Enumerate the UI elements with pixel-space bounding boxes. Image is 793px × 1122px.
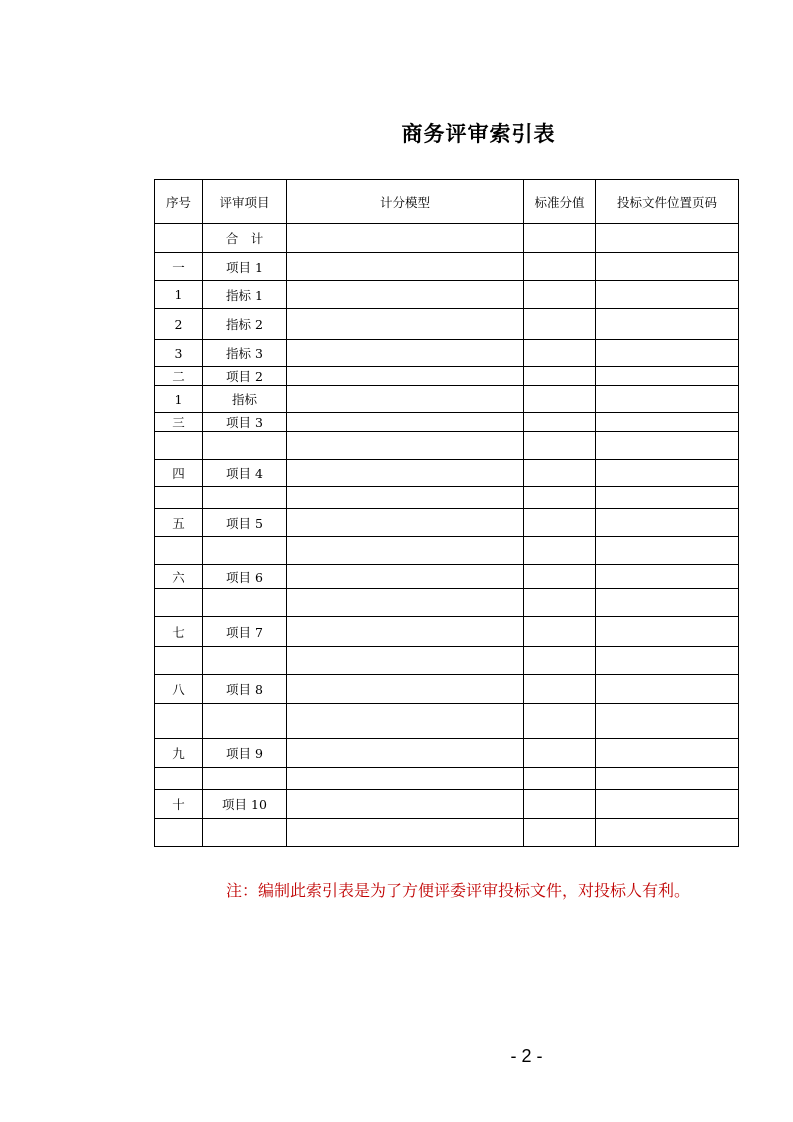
table-row: [155, 413, 739, 432]
cell-item: [203, 768, 287, 790]
cell-page: [596, 432, 739, 460]
cell-no: 2: [155, 309, 203, 340]
cell-no: 三: [155, 413, 203, 432]
cell-score: [524, 537, 596, 565]
cell-model: [287, 224, 524, 253]
header-item: 评审项目: [203, 180, 287, 224]
cell-score: [524, 617, 596, 647]
table-header-row: [155, 180, 739, 224]
cell-item: [203, 537, 287, 565]
cell-score: [524, 432, 596, 460]
cell-no: [155, 224, 203, 253]
table-row: [155, 386, 739, 413]
cell-page: [596, 340, 739, 367]
cell-page: [596, 460, 739, 487]
cell-no: 二: [155, 367, 203, 386]
cell-no: 八: [155, 675, 203, 704]
cell-page: [596, 309, 739, 340]
table-row: [155, 589, 739, 617]
cell-no: [155, 537, 203, 565]
cell-item: 项目 10: [203, 790, 287, 819]
table-row: [155, 509, 739, 537]
header-no: 序号: [155, 180, 203, 224]
cell-score: [524, 386, 596, 413]
cell-model: [287, 460, 524, 487]
cell-item: 项目 9: [203, 739, 287, 768]
cell-no: 十: [155, 790, 203, 819]
page-title: 商务评审索引表: [401, 122, 556, 146]
cell-score: [524, 819, 596, 847]
cell-item: [203, 487, 287, 509]
table-row: [155, 790, 739, 819]
cell-item: 指标: [203, 386, 287, 413]
table-body: [155, 224, 739, 847]
cell-item: [203, 589, 287, 617]
cell-item: 指标 1: [203, 281, 287, 309]
table-row: [155, 739, 739, 768]
cell-page: [596, 647, 739, 675]
cell-model: [287, 253, 524, 281]
cell-score: [524, 281, 596, 309]
cell-page: [596, 675, 739, 704]
cell-item: 项目 5: [203, 509, 287, 537]
cell-item: 合 计: [203, 224, 287, 253]
cell-item: 指标 2: [203, 309, 287, 340]
cell-no: [155, 819, 203, 847]
cell-item: [203, 704, 287, 739]
cell-score: [524, 224, 596, 253]
cell-score: [524, 739, 596, 768]
cell-item: 项目 2: [203, 367, 287, 386]
cell-no: 七: [155, 617, 203, 647]
cell-model: [287, 432, 524, 460]
cell-no: 1: [155, 386, 203, 413]
table-row: [155, 675, 739, 704]
cell-page: [596, 386, 739, 413]
cell-page: [596, 509, 739, 537]
cell-model: [287, 565, 524, 589]
header-score: 标准分值: [524, 180, 596, 224]
table-row: [155, 309, 739, 340]
cell-no: 四: [155, 460, 203, 487]
cell-page: [596, 617, 739, 647]
table-row: [155, 704, 739, 739]
cell-item: 指标 3: [203, 340, 287, 367]
cell-page: [596, 790, 739, 819]
cell-model: [287, 819, 524, 847]
table-row: [155, 224, 739, 253]
cell-score: [524, 768, 596, 790]
cell-page: [596, 739, 739, 768]
page-number: - 2 -: [510, 1046, 543, 1066]
cell-score: [524, 367, 596, 386]
cell-score: [524, 565, 596, 589]
cell-model: [287, 675, 524, 704]
cell-page: [596, 537, 739, 565]
cell-no: 五: [155, 509, 203, 537]
cell-model: [287, 281, 524, 309]
table-row: [155, 565, 739, 589]
cell-item: [203, 819, 287, 847]
cell-model: [287, 487, 524, 509]
cell-item: 项目 6: [203, 565, 287, 589]
header-model: 计分模型: [287, 180, 524, 224]
header-page: 投标文件位置页码: [596, 180, 739, 224]
cell-no: [155, 647, 203, 675]
cell-score: [524, 589, 596, 617]
cell-item: 项目 7: [203, 617, 287, 647]
cell-page: [596, 565, 739, 589]
cell-model: [287, 768, 524, 790]
table-row: [155, 460, 739, 487]
cell-no: [155, 589, 203, 617]
table-row: [155, 253, 739, 281]
cell-page: [596, 281, 739, 309]
table-row: [155, 537, 739, 565]
table-row: [155, 647, 739, 675]
cell-score: [524, 413, 596, 432]
cell-page: [596, 819, 739, 847]
cell-page: [596, 589, 739, 617]
cell-model: [287, 367, 524, 386]
cell-score: [524, 675, 596, 704]
table-row: [155, 487, 739, 509]
cell-page: [596, 487, 739, 509]
cell-no: 1: [155, 281, 203, 309]
cell-model: [287, 509, 524, 537]
cell-model: [287, 386, 524, 413]
cell-score: [524, 340, 596, 367]
cell-model: [287, 647, 524, 675]
cell-item: 项目 3: [203, 413, 287, 432]
cell-no: [155, 487, 203, 509]
cell-no: 3: [155, 340, 203, 367]
table-row: [155, 617, 739, 647]
cell-score: [524, 460, 596, 487]
cell-score: [524, 253, 596, 281]
cell-score: [524, 309, 596, 340]
cell-no: [155, 768, 203, 790]
cell-no: [155, 704, 203, 739]
cell-page: [596, 367, 739, 386]
index-table: [154, 179, 739, 847]
cell-page: [596, 413, 739, 432]
cell-no: 一: [155, 253, 203, 281]
table-row: [155, 340, 739, 367]
cell-item: 项目 4: [203, 460, 287, 487]
cell-page: [596, 253, 739, 281]
cell-score: [524, 647, 596, 675]
cell-page: [596, 704, 739, 739]
cell-item: [203, 647, 287, 675]
cell-model: [287, 309, 524, 340]
cell-no: 六: [155, 565, 203, 589]
cell-model: [287, 340, 524, 367]
cell-score: [524, 487, 596, 509]
cell-score: [524, 509, 596, 537]
cell-model: [287, 589, 524, 617]
table-row: [155, 281, 739, 309]
cell-page: [596, 768, 739, 790]
note-text: 注：编制此索引表是为了方便评委评审投标文件，对投标人有利。: [226, 881, 691, 900]
cell-page: [596, 224, 739, 253]
cell-item: 项目 1: [203, 253, 287, 281]
cell-item: 项目 8: [203, 675, 287, 704]
table-row: [155, 432, 739, 460]
cell-model: [287, 739, 524, 768]
cell-model: [287, 704, 524, 739]
cell-model: [287, 790, 524, 819]
table-row: [155, 768, 739, 790]
cell-model: [287, 537, 524, 565]
cell-model: [287, 413, 524, 432]
cell-no: [155, 432, 203, 460]
table-row: [155, 819, 739, 847]
cell-item: [203, 432, 287, 460]
cell-model: [287, 617, 524, 647]
table-row: [155, 367, 739, 386]
cell-no: 九: [155, 739, 203, 768]
cell-score: [524, 790, 596, 819]
cell-score: [524, 704, 596, 739]
